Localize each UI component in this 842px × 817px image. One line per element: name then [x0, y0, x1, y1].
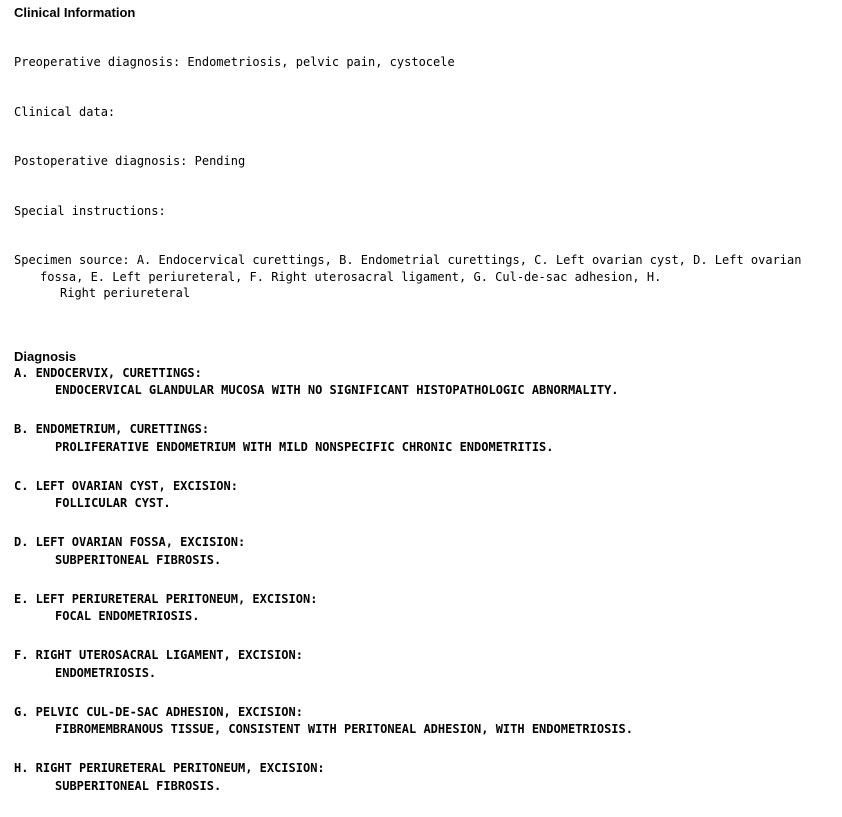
diagnosis-item [14, 534, 834, 569]
diagnosis-item [14, 760, 834, 795]
diagnosis-item-finding: SUBPERITONEAL FIBROSIS. [55, 778, 222, 793]
diagnosis-item-label: G. PELVIC CUL-DE-SAC ADHESION, EXCISION: [14, 704, 303, 719]
diagnosis-section [14, 349, 834, 796]
pathology-report [14, 5, 834, 817]
special-instructions: Special instructions: [14, 203, 166, 218]
diagnosis-item [14, 478, 834, 513]
specimen-source-tail: Right periureteral [60, 286, 191, 300]
diagnosis-item-label: E. LEFT PERIURETERAL PERITONEUM, EXCISION: [14, 591, 318, 606]
clinical-data: Clinical data: [14, 104, 116, 119]
diagnosis-item-finding: FOLLICULAR CYST. [55, 496, 171, 510]
diagnosis-item-label: D. LEFT OVARIAN FOSSA, EXCISION: [14, 535, 246, 549]
diagnosis-item-label: C. LEFT OVARIAN CYST, EXCISION: [14, 478, 238, 493]
diagnosis-item-finding: ENDOMETRIOSIS. [55, 665, 157, 680]
diagnosis-item-label: A. ENDOCERVIX, CURETTINGS: [14, 365, 202, 380]
diagnosis-item-finding: PROLIFERATIVE ENDOMETRIUM WITH MILD NONSPECIFIC CHRONIC ENDOMETRITIS. [55, 439, 554, 454]
clinical-information-heading: Clinical Information [14, 5, 136, 20]
diagnosis-item-finding: FOCAL ENDOMETRIOSIS. [55, 609, 200, 623]
preoperative-diagnosis: Preoperative diagnosis: Endometriosis, pelvic pain, cystocele [14, 55, 455, 69]
clinical-information-section [14, 5, 834, 335]
diagnosis-item-label: F. RIGHT UTEROSACRAL LIGAMENT, EXCISION: [14, 648, 303, 662]
postoperative-diagnosis: Postoperative diagnosis: Pending [14, 154, 246, 168]
diagnosis-item-finding: FIBROMEMBRANOUS TISSUE, CONSISTENT WITH PERITONEAL ADHESION, WITH ENDOMETRIOSIS. [55, 722, 633, 736]
specimen-source-main: Specimen source: A. Endocervical curettings, B. Endometrial curettings, C. Left ovarian cyst, D. Left ovarian fossa, E. Left periureteral, F. Right uterosacral ligament, G. Cul-de-sac adhesion, H. [14, 253, 802, 284]
diagnosis-item-finding: ENDOCERVICAL GLANDULAR MUCOSA WITH NO SIGNIFICANT HISTOPATHOLOGIC ABNORMALITY. [55, 383, 619, 397]
diagnosis-heading: Diagnosis [14, 348, 77, 364]
diagnosis-item-label: H. RIGHT PERIURETERAL PERITONEUM, EXCISION: [14, 761, 325, 775]
diagnosis-item [14, 704, 834, 739]
diagnosis-item-label: B. ENDOMETRIUM, CURETTINGS: [14, 422, 210, 436]
diagnosis-item [14, 365, 834, 400]
diagnosis-item-finding: SUBPERITONEAL FIBROSIS. [55, 552, 222, 567]
diagnosis-item [14, 647, 834, 682]
diagnosis-item [14, 421, 834, 456]
clinical-information-body [14, 21, 834, 335]
specimen-source [14, 252, 840, 302]
